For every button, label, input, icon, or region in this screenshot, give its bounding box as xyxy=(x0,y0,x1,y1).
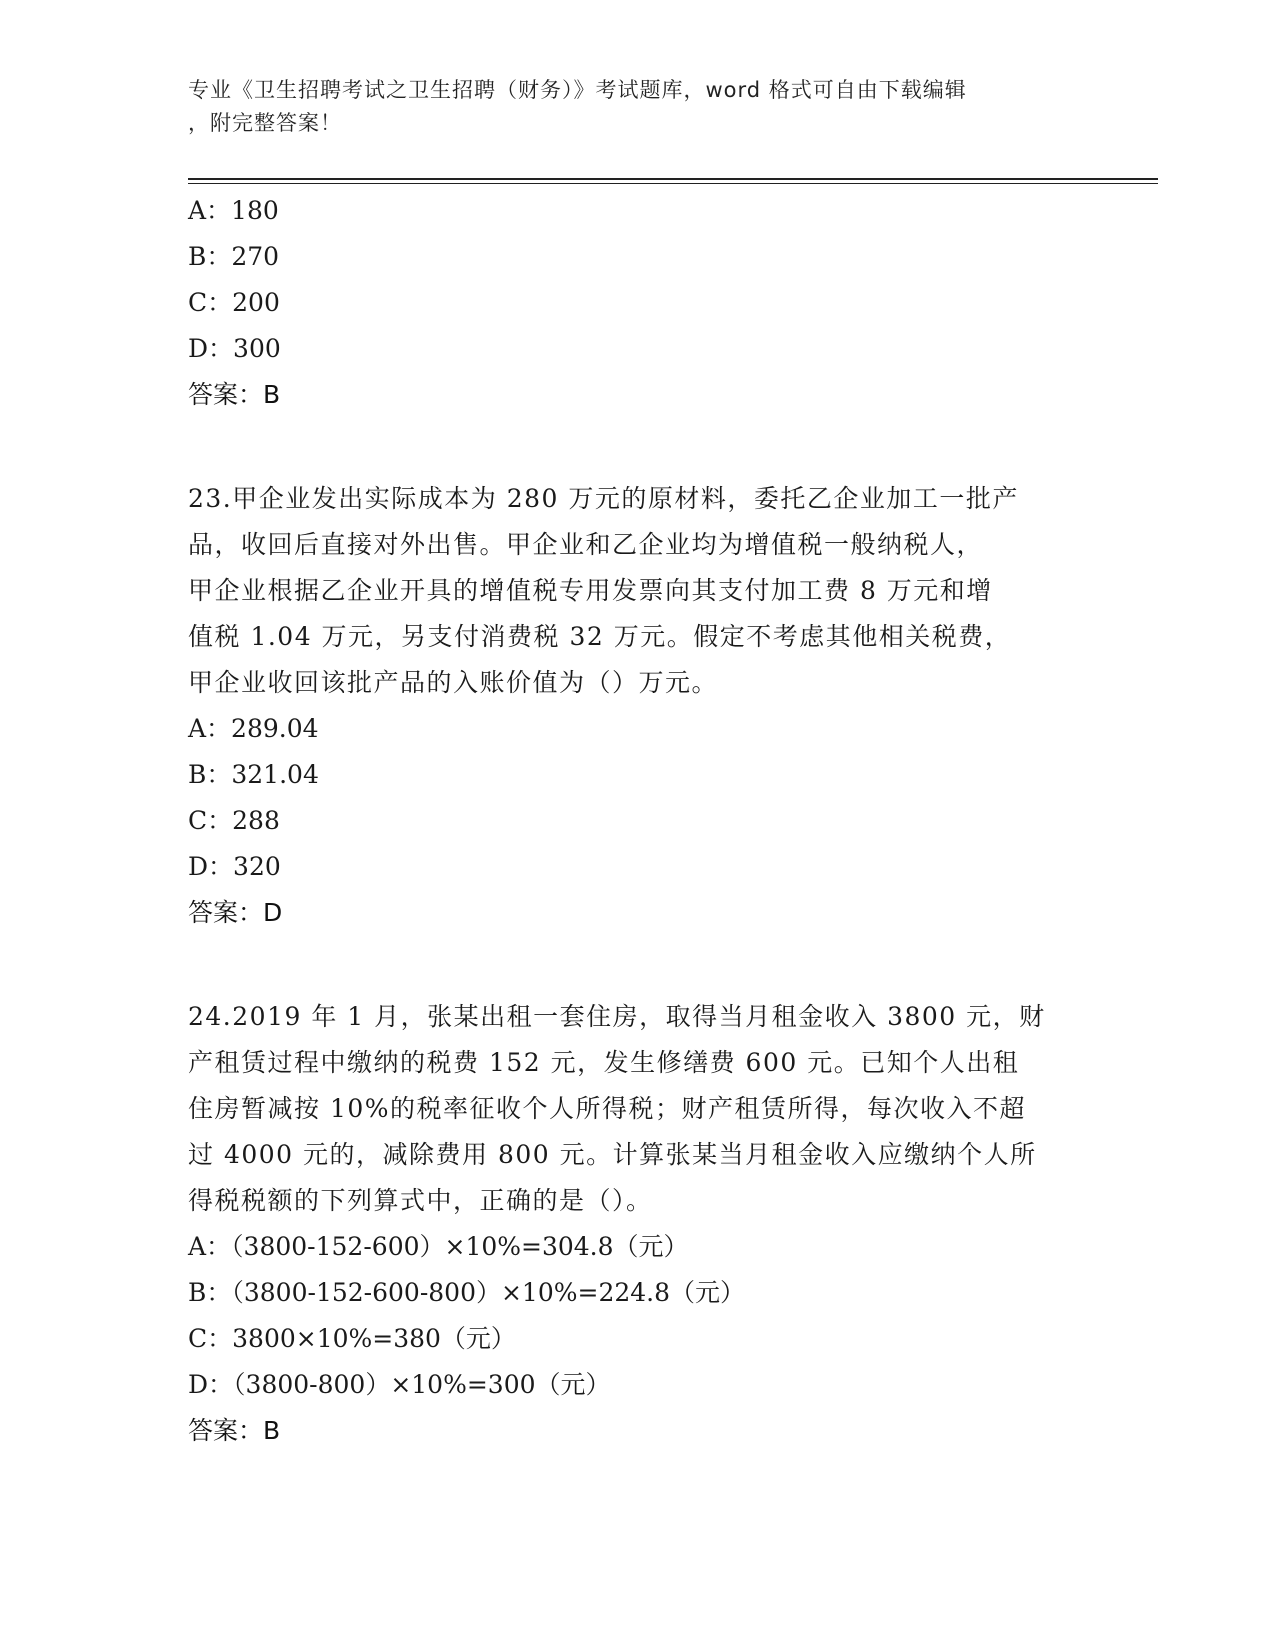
question-23 xyxy=(188,476,1088,936)
header-line-1: 专业《卫生招聘考试之卫生招聘（财务）》考试题库，word 格式可自由下载编辑 xyxy=(188,78,967,102)
answer: 答案：D xyxy=(188,898,283,927)
option-b: B：321.04 xyxy=(188,760,319,789)
option-b: B：（3800-152-600-800）×10%=224.8（元） xyxy=(188,1278,746,1307)
question-line: 品，收回后直接对外出售。甲企业和乙企业均为增值税一般纳税人， xyxy=(188,530,984,559)
option-d: D：（3800-800）×10%=300（元） xyxy=(188,1370,611,1399)
header-line-2: ，附完整答案！ xyxy=(188,111,342,135)
question-22 xyxy=(188,188,1088,418)
question-line: 甲企业根据乙企业开具的增值税专用发票向其支付加工费 8 万元和增 xyxy=(188,576,993,605)
header-divider-thin xyxy=(188,183,1158,184)
option-d: D：320 xyxy=(188,852,281,881)
question-line: 值税 1.04 万元，另支付消费税 32 万元。假定不考虑其他相关税费， xyxy=(188,622,1012,651)
question-24 xyxy=(188,994,1088,1454)
question-text xyxy=(188,994,1078,1224)
question-line: 住房暂减按 10%的税率征收个人所得税；财产租赁所得，每次收入不超 xyxy=(188,1094,1027,1123)
question-line: 产租赁过程中缴纳的税费 152 元，发生修缮费 600 元。已知个人出租 xyxy=(188,1048,1020,1077)
question-line: 甲企业收回该批产品的入账价值为（）万元。 xyxy=(188,668,719,697)
option-a: A：（3800-152-600）×10%=304.8（元） xyxy=(188,1232,689,1261)
option-c: C：3800×10%=380（元） xyxy=(188,1324,516,1353)
question-line: 23.甲企业发出实际成本为 280 万元的原材料，委托乙企业加工一批产 xyxy=(188,484,1019,513)
option-b: B：270 xyxy=(188,242,280,271)
question-line: 24.2019 年 1 月，张某出租一套住房，取得当月租金收入 3800 元，财 xyxy=(188,1002,1046,1031)
question-list xyxy=(188,188,1088,1454)
document-header xyxy=(188,74,1088,140)
header-divider-thick xyxy=(188,178,1158,180)
option-a: A：180 xyxy=(188,196,279,225)
answer: 答案：B xyxy=(188,1416,281,1445)
option-d: D：300 xyxy=(188,334,281,363)
option-a: A：289.04 xyxy=(188,714,319,743)
option-c: C：288 xyxy=(188,806,280,835)
question-text xyxy=(188,476,1078,706)
question-line: 过 4000 元的，减除费用 800 元。计算张某当月租金收入应缴纳个人所 xyxy=(188,1140,1037,1169)
answer: 答案：B xyxy=(188,380,281,409)
option-c: C：200 xyxy=(188,288,280,317)
question-line: 得税税额的下列算式中，正确的是（）。 xyxy=(188,1186,653,1215)
